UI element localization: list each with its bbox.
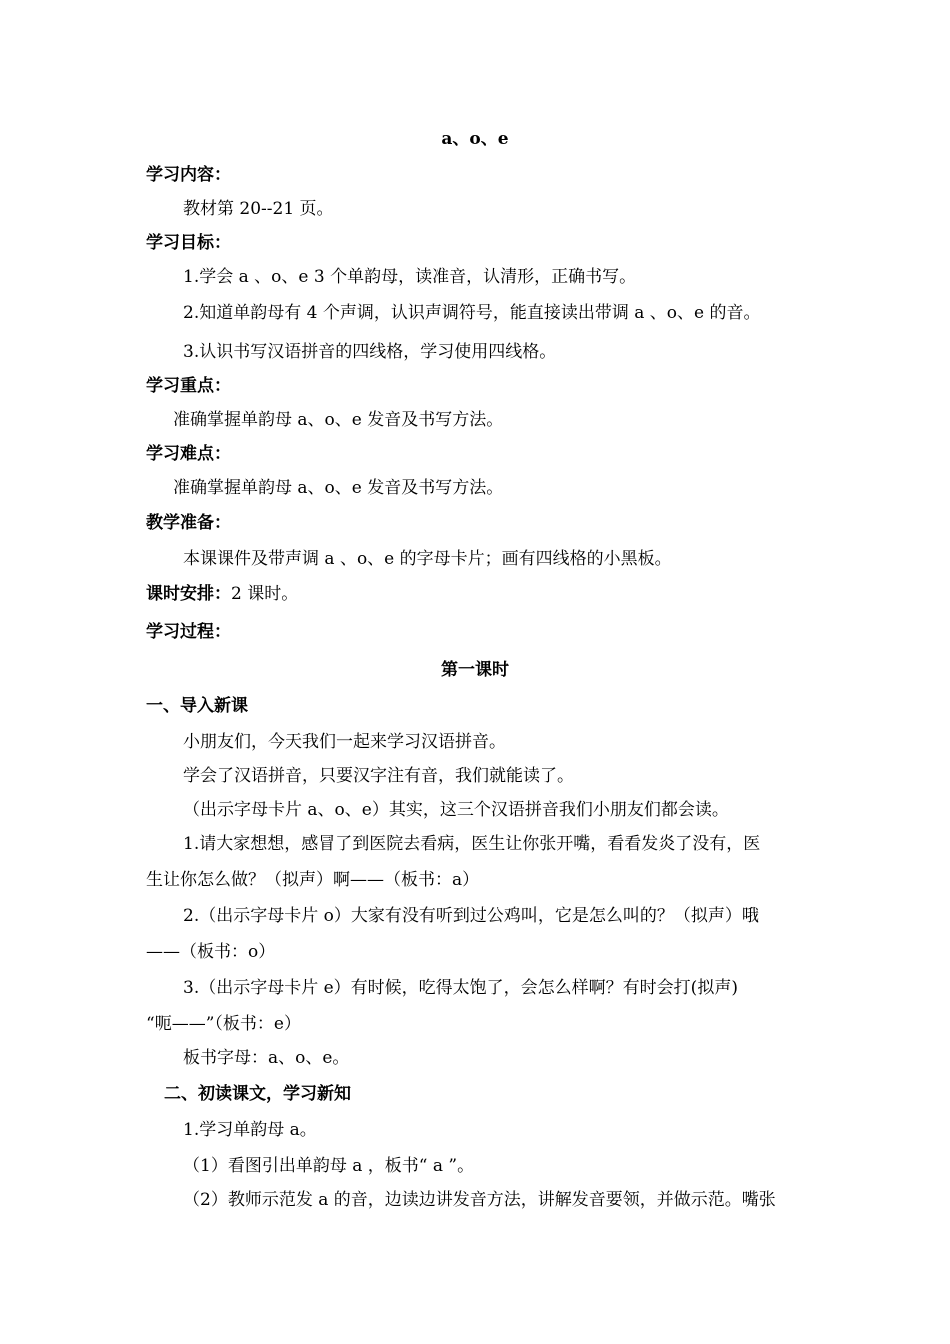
content-text: 教材第 20--21 页。 (183, 199, 334, 219)
goal-item-1: 1.学会 a 、o、e 3 个单韵母，读准音，认清形，正确书写。 (183, 267, 637, 287)
key-points-label: 学习重点： (146, 376, 231, 396)
process-label: 学习过程： (146, 622, 231, 642)
preparation-label: 教学准备： (146, 513, 231, 533)
part1-line-7: ——（板书：o） (146, 942, 276, 962)
part2-line-2: （1）看图引出单韵母 a ，板书“ a ”。 (183, 1156, 475, 1176)
lesson-title: 第一课时 (441, 660, 509, 680)
difficulties-text: 准确掌握单韵母 a、o、e 发音及书写方法。 (173, 478, 504, 498)
part2-line-3: （2）教师示范发 a 的音，边读边讲发音方法，讲解发音要领，并做示范。嘴张 (183, 1190, 776, 1210)
part1-line-3: （出示字母卡片 a、o、e）其实，这三个汉语拼音我们小朋友们都会读。 (183, 800, 729, 820)
part1-line-8: 3.（出示字母卡片 e）有时候，吃得太饱了，会怎么样啊？有时会打(拟声) (183, 978, 738, 998)
part1-heading: 一、导入新课 (146, 696, 248, 716)
part2-heading: 二、初读课文，学习新知 (164, 1084, 351, 1104)
part1-line-4: 1.请大家想想，感冒了到医院去看病，医生让你张开嘴，看看发炎了没有，医 (183, 834, 761, 854)
content-label: 学习内容： (146, 165, 231, 185)
part1-line-1: 小朋友们，今天我们一起来学习汉语拼音。 (183, 732, 506, 752)
part1-line-2: 学会了汉语拼音，只要汉字注有音，我们就能读了。 (183, 766, 574, 786)
part1-line-9: “呃——”（板书：e） (146, 1014, 301, 1034)
preparation-text: 本课课件及带声调 a 、o、e 的字母卡片；画有四线格的小黑板。 (183, 549, 672, 569)
part1-line-5: 生让你怎么做？（拟声）啊——（板书：a） (146, 870, 480, 890)
part1-line-6: 2.（出示字母卡片 o）大家有没有听到过公鸡叫，它是怎么叫的？（拟声）哦 (183, 906, 759, 926)
goals-label: 学习目标： (146, 233, 231, 253)
goal-item-3: 3.认识书写汉语拼音的四线格，学习使用四线格。 (183, 342, 557, 362)
schedule-row (146, 583, 298, 605)
schedule-label: 课时安排： (146, 584, 231, 604)
goal-item-2: 2.知道单韵母有 4 个声调，认识声调符号，能直接读出带调 a 、o、e 的音。 (183, 303, 761, 323)
key-points-text: 准确掌握单韵母 a、o、e 发音及书写方法。 (173, 410, 504, 430)
document-title: a、o、e (441, 129, 509, 149)
part1-line-10: 板书字母：a、o、e。 (183, 1048, 350, 1068)
schedule-text: 2 课时。 (231, 584, 299, 604)
part2-line-1: 1.学习单韵母 a。 (183, 1120, 317, 1140)
difficulties-label: 学习难点： (146, 444, 231, 464)
